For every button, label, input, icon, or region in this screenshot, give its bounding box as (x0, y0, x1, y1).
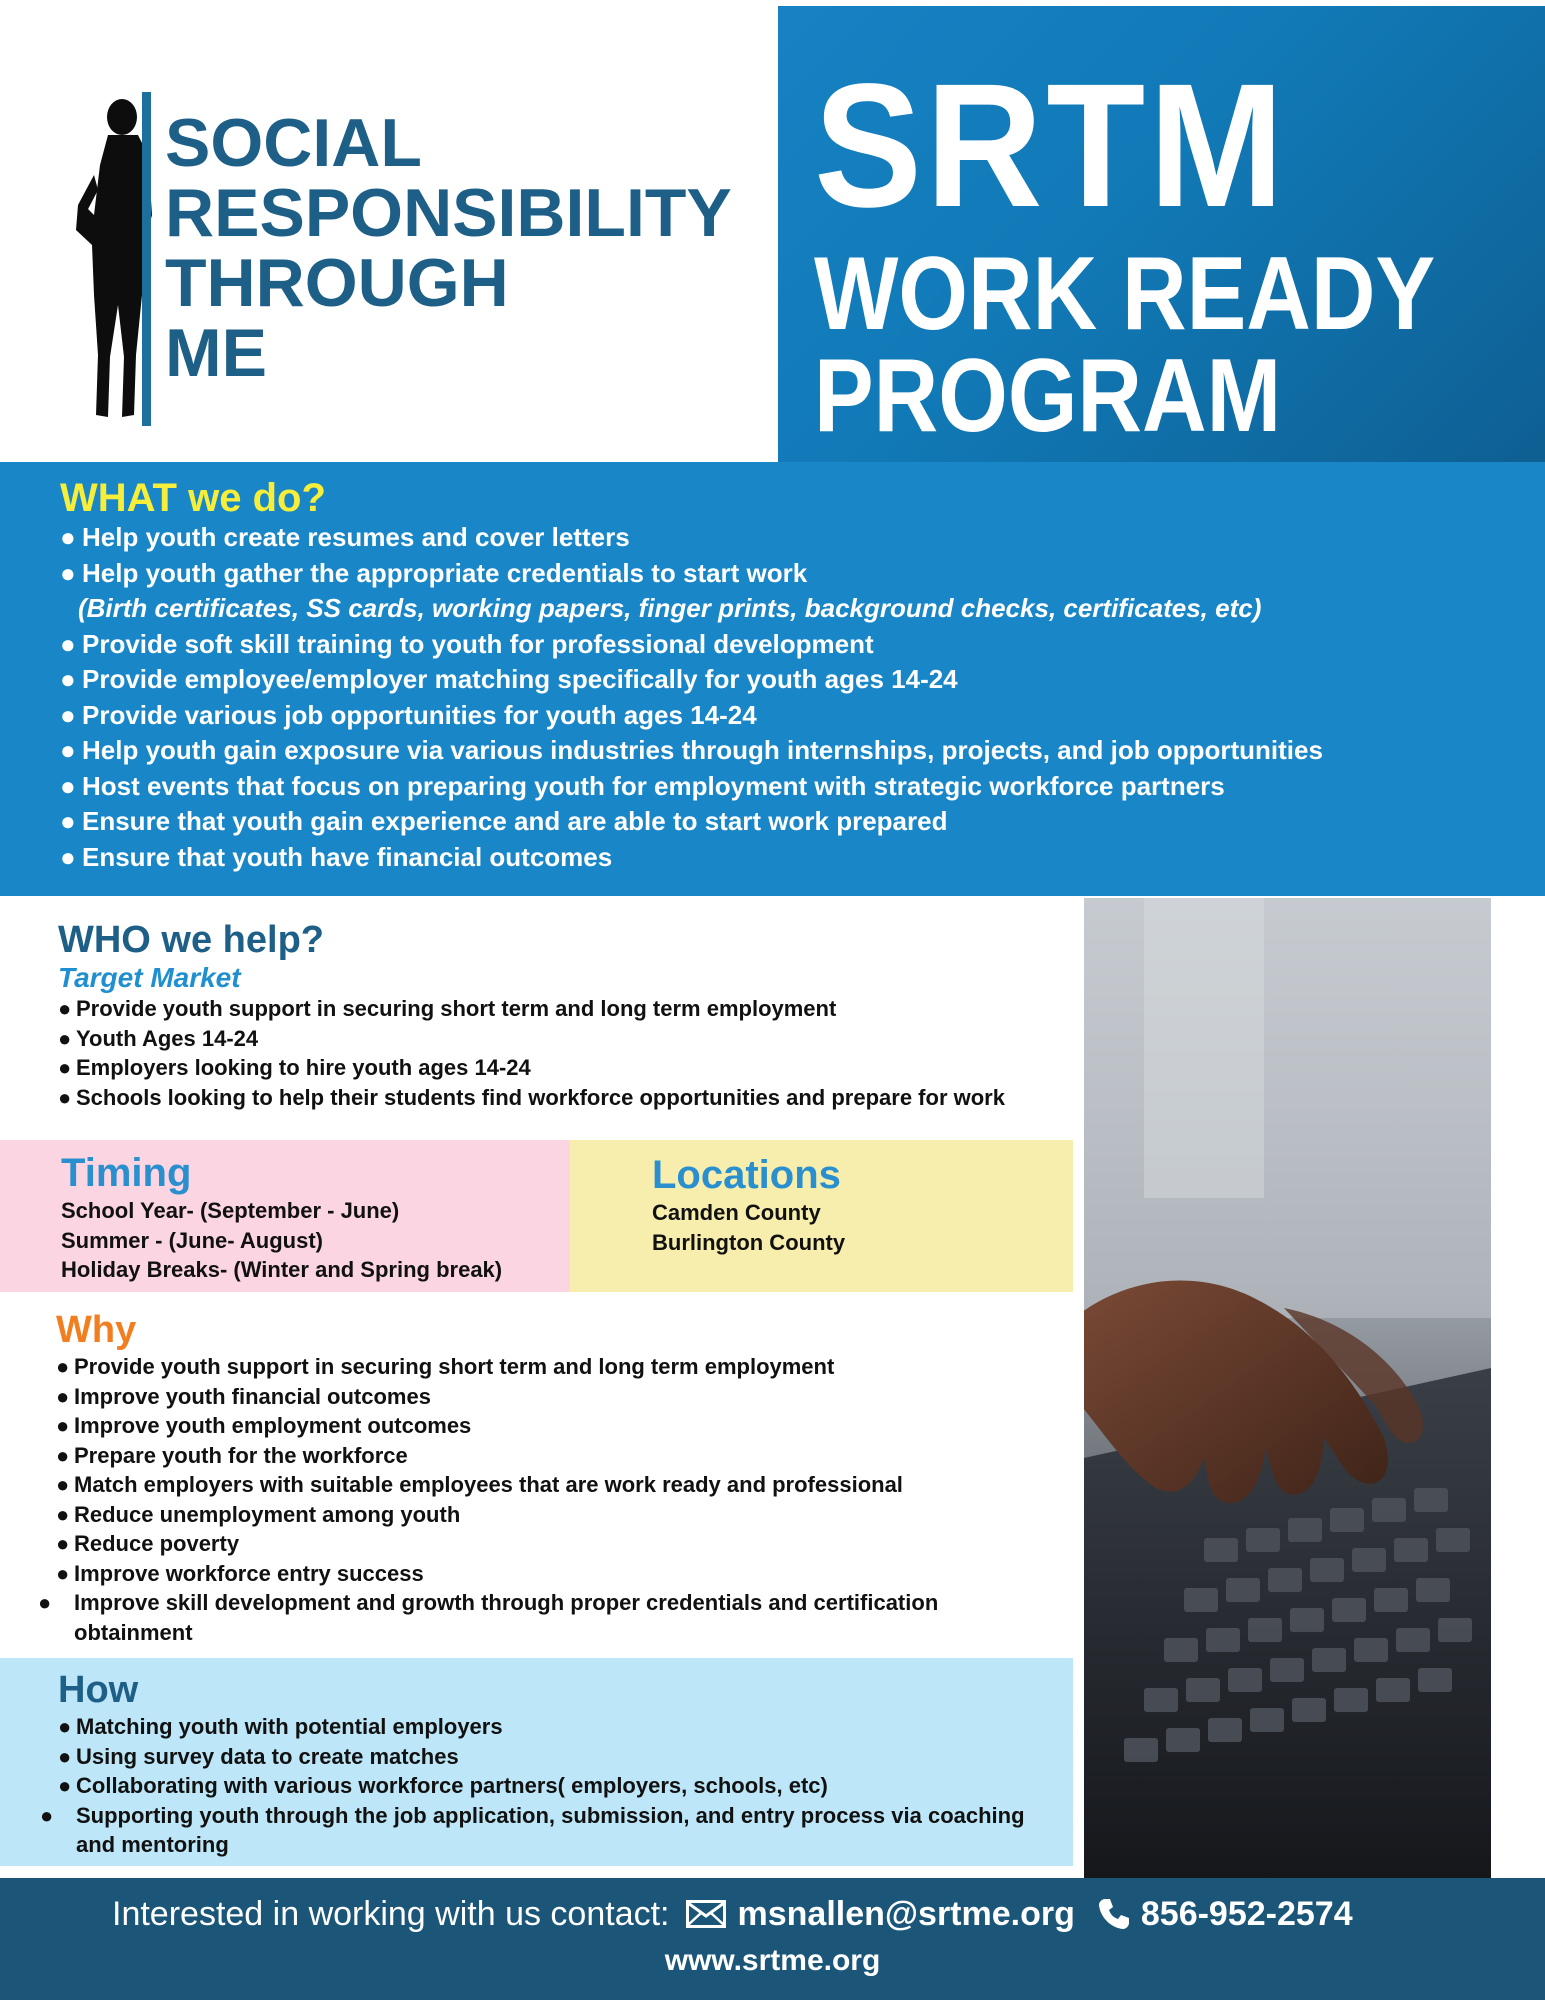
list-item: ● Improve youth financial outcomes (56, 1382, 1084, 1412)
bullet-icon: ● (60, 770, 76, 801)
bullet-icon: ● (60, 557, 76, 588)
bullet-icon: ● (56, 1413, 70, 1438)
website-link[interactable]: www.srtme.org (664, 1944, 881, 1977)
list-item: ● Matching youth with potential employers (58, 1712, 1073, 1742)
bullet-icon: ● (60, 628, 76, 659)
list-item: ● Help youth create resumes and cover letters (60, 520, 1545, 556)
timing-section (0, 1140, 570, 1292)
timing-heading: Timing (61, 1151, 192, 1195)
locations-heading: Locations (652, 1153, 841, 1197)
list-item: ● Improve skill development and growth through proper credentials and certification obtainment (38, 1590, 939, 1645)
bullet-icon: ● (60, 664, 76, 694)
what-section (0, 462, 1545, 896)
bullet-icon: ● (56, 1354, 70, 1379)
what-heading: WHAT we do? (60, 476, 326, 520)
logo-line: SOCIAL (165, 105, 422, 181)
list-item: ● Help youth gather the appropriate credentials to start work (60, 556, 1545, 592)
list-item: ● Provide various job opportunities for youth ages 14-24 (60, 698, 1545, 734)
who-heading: WHO we help? (58, 919, 324, 961)
who-list (58, 994, 1084, 1112)
list-item: ● Youth Ages 14-24 (58, 1024, 1084, 1054)
why-heading: Why (56, 1309, 137, 1351)
list-item: ● Collaborating with various workforce partners( employers, schools, etc) (58, 1771, 1073, 1801)
list-item: ● Improve youth employment outcomes (56, 1411, 1084, 1441)
logo (0, 0, 778, 462)
contact-lead: Interested in working with us contact: (112, 1895, 670, 1933)
list-item: ● Supporting youth through the job application, submission, and entry process via coaching and mentoring (40, 1802, 1025, 1857)
bullet-icon: ● (60, 699, 76, 730)
laptop-typing-photo (1084, 898, 1491, 1878)
bullet-icon: ● (60, 841, 76, 872)
who-section (0, 898, 1084, 1140)
list-item: ● Ensure that youth have financial outcomes (60, 840, 1545, 876)
locations-lines (652, 1198, 1073, 1257)
title-line-2: PROGRAM (814, 338, 1282, 454)
bullet-icon: ● (58, 996, 72, 1021)
list-item: ● Ensure that youth gain experience and are able to start work prepared (60, 804, 1545, 840)
bullet-icon: ● (56, 1501, 70, 1527)
email-link[interactable]: msnallen@srtme.org (737, 1895, 1075, 1933)
how-heading: How (58, 1669, 139, 1711)
logo-divider (142, 92, 151, 426)
timing-line: School Year- (September - June) (61, 1198, 400, 1223)
target-market-subheading: Target Market (58, 962, 241, 993)
laptop-hands-illustration (1084, 898, 1491, 1878)
bullet-icon: ● (56, 1383, 70, 1409)
list-item-note: (Birth certificates, SS cards, working papers, finger prints, background checks, certificates, etc) (78, 593, 1262, 623)
list-item: ● Prepare youth for the workforce (56, 1441, 1084, 1471)
list-item: ● Provide youth support in securing short term and long term employment (58, 994, 1084, 1024)
contact-line (112, 1892, 1353, 1936)
bullet-icon: ● (56, 1442, 70, 1468)
list-item: ● Help youth gain exposure via various industries through internships, projects, and job opportunities (60, 733, 1545, 769)
bullet-icon: ● (58, 1714, 72, 1739)
list-item: ● Using survey data to create matches (58, 1742, 1073, 1772)
phone-icon (1097, 1897, 1131, 1931)
list-item: ● Provide soft skill training to youth for professional development (60, 627, 1545, 663)
timing-lines (61, 1196, 570, 1285)
list-item: ● Reduce poverty (56, 1529, 1084, 1559)
how-section (0, 1658, 1073, 1866)
timing-line: Holiday Breaks- (Winter and Spring break) (61, 1257, 503, 1282)
list-item: ● Employers looking to hire youth ages 14-24 (58, 1053, 1084, 1083)
contact-footer (0, 1878, 1545, 2000)
list-item: ● Match employers with suitable employees that are work ready and professional (56, 1470, 1084, 1500)
locations-section (570, 1140, 1073, 1292)
bullet-icon: ● (60, 735, 76, 765)
logo-line: ME (165, 315, 267, 391)
bullet-icon: ● (38, 1590, 52, 1615)
logo-line: THROUGH (165, 245, 509, 321)
bullet-icon: ● (60, 522, 76, 552)
bullet-icon: ● (58, 1025, 72, 1051)
title-line-1: WORK READY (814, 236, 1436, 352)
location-line: Camden County (652, 1200, 821, 1225)
bullet-icon: ● (56, 1531, 70, 1556)
bullet-icon: ● (60, 806, 76, 836)
why-list (38, 1352, 1084, 1647)
logo-line: RESPONSIBILITY (165, 175, 732, 251)
bullet-icon: ● (56, 1472, 70, 1497)
bullet-icon: ● (40, 1802, 54, 1828)
list-item: ● Provide employee/employer matching specifically for youth ages 14-24 (60, 662, 1545, 698)
title-panel (778, 6, 1545, 462)
bullet-icon: ● (58, 1084, 72, 1110)
bullet-icon: ● (58, 1773, 72, 1798)
logo-wordmark (165, 105, 732, 391)
what-list (60, 520, 1545, 875)
list-item: ● Reduce unemployment among youth (56, 1500, 1084, 1530)
list-item: ● Schools looking to help their students find workforce opportunities and prepare for work (58, 1083, 1084, 1113)
list-item: ● Provide youth support in securing short term and long term employment (56, 1352, 1084, 1382)
title-srtm: SRTM (814, 48, 1288, 244)
bullet-icon: ● (58, 1743, 72, 1769)
list-item: ● Improve workforce entry success (56, 1559, 1084, 1589)
how-list (40, 1712, 1073, 1860)
bullet-icon: ● (58, 1055, 72, 1080)
list-item: ● Host events that focus on preparing youth for employment with strategic workforce partners (60, 769, 1545, 805)
timing-line: Summer - (June- August) (61, 1227, 323, 1253)
location-line: Burlington County (652, 1229, 846, 1255)
why-section (0, 1292, 1084, 1658)
phone-link[interactable]: 856-952-2574 (1140, 1895, 1353, 1933)
envelope-icon (686, 1900, 726, 1928)
bullet-icon: ● (56, 1560, 70, 1586)
